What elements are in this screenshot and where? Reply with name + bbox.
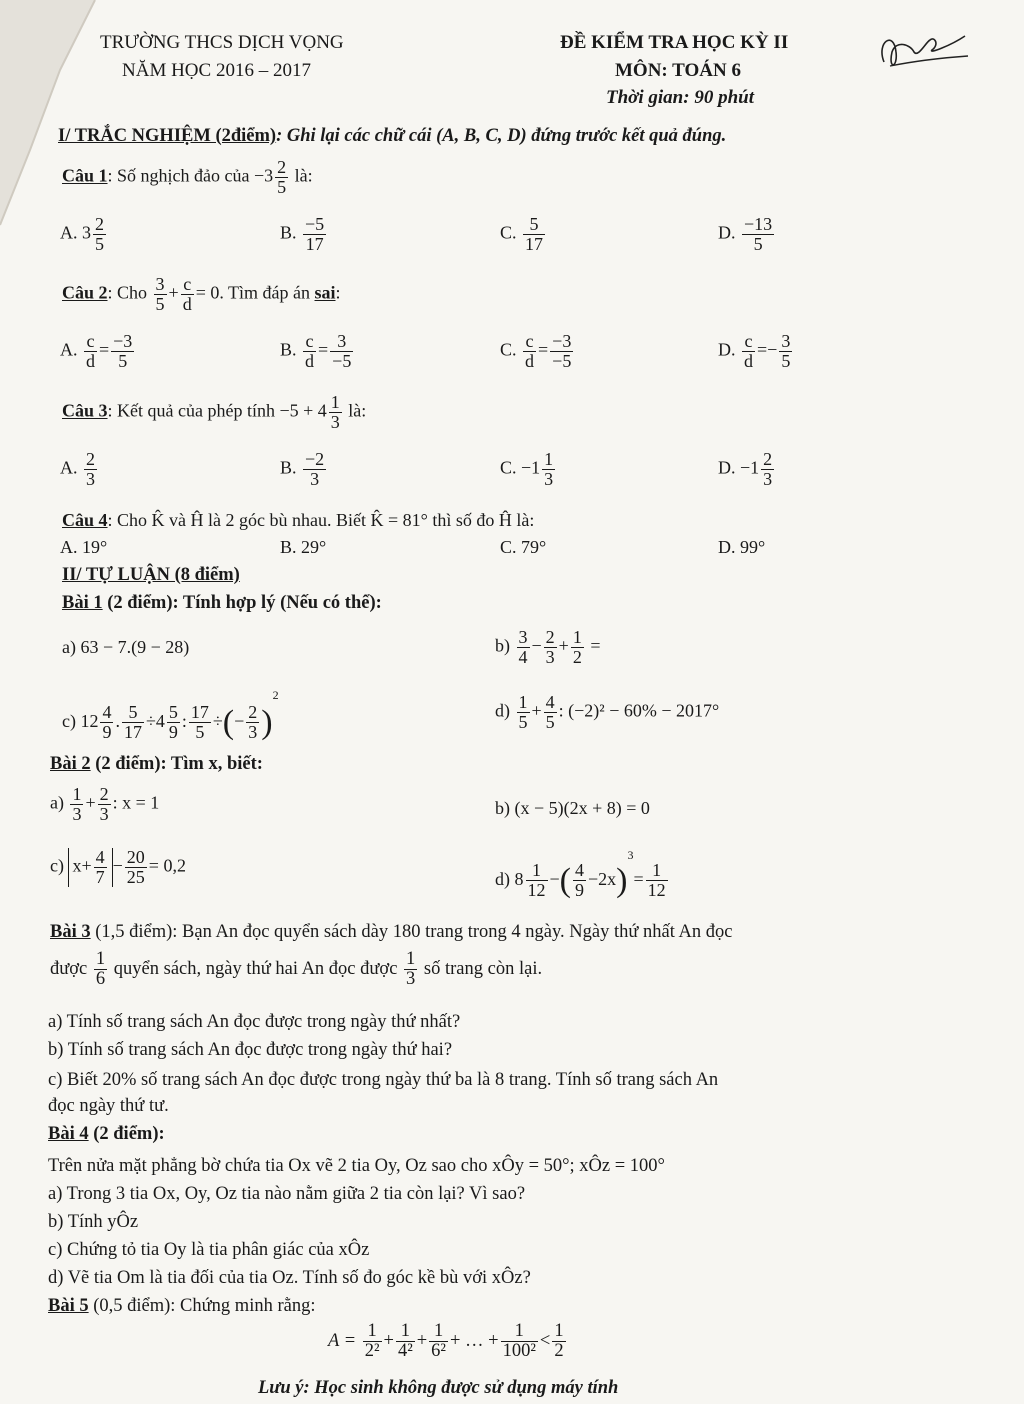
q2-option-b: B. $\frac{c}{d}$ = $\frac{3}{-5}$ [280, 331, 352, 371]
bai3-c2: đọc ngày thứ tư. [48, 1096, 169, 1116]
bai4-c: c) Chứng tỏ tia Oy là tia phân giác của xÔz [48, 1240, 370, 1260]
q4-label: Câu 4 [62, 510, 108, 530]
bai1-title: Bài 1 (2 điểm): Tính hợp lý (Nếu có thể): [62, 593, 382, 613]
bai3-a: a) Tính số trang sách An đọc được trong ngày thứ nhất? [48, 1012, 461, 1032]
q4-option-c: C. 79° [500, 537, 547, 557]
bai3-b: b) Tính số trang sách An đọc được trong ngày thứ hai? [48, 1040, 453, 1060]
part1-instruction: : Ghi lại các chữ cái (A, B, C, D) đứng trước kết quả đúng. [276, 126, 727, 146]
question-2: Câu 2: Cho $\frac{3}{5}$ + $\frac{c}{d}$ = 0. Tìm đáp án sai: [62, 274, 341, 314]
q2-option-c: C. $\frac{c}{d}$ = $\frac{-3}{-5}$ [500, 331, 572, 371]
bai4-a: a) Trong 3 tia Ox, Oy, Oz tia nào nằm giữa 2 tia còn lại? Vì sao? [48, 1184, 526, 1204]
q3-option-a: A. $\frac{2}{3}$ [60, 449, 95, 489]
q3-label: Câu 3 [62, 400, 108, 421]
q1-expr-num: 2 [277, 157, 287, 177]
q1-tail: là: [294, 165, 313, 186]
q1-text: : Số nghịch đảo của [107, 165, 250, 186]
part1-title: I/ TRẮC NGHIỆM (2điểm) [58, 126, 277, 146]
bai2-c: c) x+ $\frac{4}{7}$ − $\frac{20}{25}$ = 0,2 [50, 847, 186, 887]
footer-note: Lưu ý: Học sinh không được sử dụng máy tính [258, 1378, 619, 1398]
bai4-title: Bài 4 (2 điểm): [48, 1124, 165, 1144]
bai5-title: Bài 5 (0,5 điểm): Chứng minh rằng: [48, 1296, 316, 1316]
q1-option-d: D. $\frac{-13}{5}$ [718, 214, 773, 254]
q1-option-c: C. $\frac{5}{17}$ [500, 214, 544, 254]
bai1-b: b) $\frac{3}{4}$ − $\frac{2}{3}$ + $\frac{1}{2}$ = [495, 627, 601, 667]
q1-option-b: B. $\frac{-5}{17}$ [280, 214, 325, 254]
exam-time: Thời gian: 90 phút [606, 87, 754, 108]
q4-option-a: A. 19° [60, 537, 108, 557]
bai3-line2: được $\frac{1}{6}$ quyển sách, ngày thứ hai An đọc được $\frac{1}{3}$ số trang còn lại. [50, 949, 543, 990]
q3-option-b: B. $\frac{-2}{3}$ [280, 449, 325, 489]
bai1-a: a) 63 − 7.(9 − 28) [62, 637, 190, 657]
q4-option-b: B. 29° [280, 537, 327, 557]
signature [870, 22, 970, 82]
school-year: NĂM HỌC 2016 – 2017 [122, 60, 311, 81]
question-1 [62, 158, 313, 197]
q1-option-a: A. 3 $\frac{2}{5}$ [60, 214, 104, 254]
bai4-intro: Trên nửa mặt phẳng bờ chứa tia Ox vẽ 2 tia Oy, Oz sao cho xÔy = 50°; xÔz = 100° [48, 1156, 665, 1176]
q2-label: Câu 2 [62, 282, 108, 303]
q1-expr-den: 5 [277, 176, 287, 197]
bai2-title: Bài 2 (2 điểm): Tìm x, biết: [50, 754, 263, 774]
bai1-d: d) $\frac{1}{5}$ + $\frac{4}{5}$ : (−2)² − 60% − 2017° [495, 692, 720, 732]
part2-title: II/ TỰ LUẬN (8 điểm) [62, 565, 240, 585]
exam-title: ĐỀ KIỂM TRA HỌC KỲ II [560, 32, 789, 53]
bai2-b: b) (x − 5)(2x + 8) = 0 [495, 798, 650, 818]
q3-option-c: C. −1 $\frac{1}{3}$ [500, 449, 554, 489]
part1-heading [58, 126, 726, 147]
bai2-a: a) $\frac{1}{3}$ + $\frac{2}{3}$ : x = 1 [50, 784, 160, 824]
bai3-c1: c) Biết 20% số trang sách An đọc được trong ngày thứ ba là 8 trang. Tính số trang sách An [48, 1070, 719, 1090]
q1-expr-whole: −3 [254, 165, 274, 186]
bai3-line1: Bài 3 (1,5 điểm): Bạn An đọc quyển sách dày 180 trang trong 4 ngày. Ngày thứ nhất An đọc [50, 922, 733, 942]
exam-subject: MÔN: TOÁN 6 [615, 60, 741, 81]
q4-option-d: D. 99° [718, 537, 766, 557]
question-3: Câu 3: Kết quả của phép tính −5 + 4 $\frac{1}{3}$ là: [62, 392, 367, 432]
bai2-d: d) 8 $\frac{1}{12}$ −( $\frac{4}{9}$ −2x)$^3$= $\frac{1}{12}$ [495, 848, 666, 901]
bai5-expression: A = $\frac{1}{\text{2²}}$ + $\frac{1}{\text{4²}}$ + $\frac{1}{\text{6²}}$ + … + $\frac{1}{\text{100²}}$ < $\frac{1}{2}$ [328, 1321, 564, 1362]
bai4-b: b) Tính yÔz [48, 1212, 139, 1232]
q3-option-d: D. −1 $\frac{2}{3}$ [718, 449, 773, 489]
q1-label: Câu 1 [62, 165, 108, 186]
school-name: TRƯỜNG THCS DỊCH VỌNG [100, 32, 344, 53]
q2-wrong-word: sai [314, 282, 336, 303]
question-4: Câu 4: Cho K̂ và Ĥ là 2 góc bù nhau. Biết K̂ = 81° thì số đo Ĥ là: [62, 510, 535, 530]
bai1-c: c) 12 $\frac{4}{9}$ . $\frac{5}{17}$ ÷4 $\frac{5}{9}$ : $\frac{17}{5}$ ÷(− $\frac{2}{3}$ )$^2$ [62, 688, 279, 743]
q2-option-a: A. $\frac{c}{d}$ = $\frac{-3}{5}$ [60, 331, 133, 371]
bai4-d: d) Vẽ tia Om là tia đối của tia Oz. Tính số đo góc kề bù với xÔz? [48, 1268, 531, 1288]
q2-option-d: D. $\frac{c}{d}$ =− $\frac{3}{5}$ [718, 331, 791, 371]
